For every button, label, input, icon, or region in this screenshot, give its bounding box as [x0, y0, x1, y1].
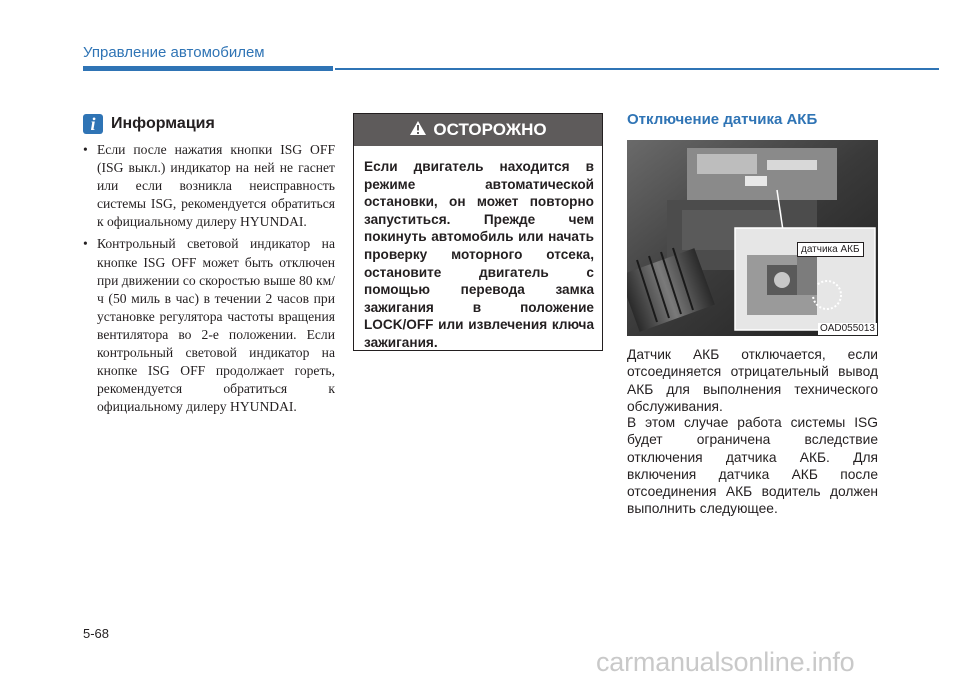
info-item-2: • Контрольный световой индикатор на кнопке ISG OFF может быть отключен при движении со скоростью выше 80 км/ч (50 миль в час) в течении 2 часов при установке регулятора частоты вращения вентилятора во 2-е положении. Если контрольный световой индикатор на кнопке ISG OFF продолжает гореть, рекомендуется обратиться к официальному дилеру HYUNDAI.: [79, 235, 335, 416]
paragraph-2: В этом случае работа системы ISG будет ограничена вследствие отключения датчика АКБ. Для включения датчика АКБ после отсоединения АКБ водитель должен выполнить следующее.: [627, 415, 878, 517]
info-title: Информация: [111, 115, 215, 132]
info-item-1: • Если после нажатия кнопки ISG OFF (ISG выкл.) индикатор на ней не гаснет или если возникла неисправность системы ISG, рекомендуется обратиться к официальному дилеру HYUNDAI.: [79, 141, 335, 231]
header-rule-thick: [83, 66, 333, 71]
info-heading: [83, 113, 215, 135]
section-title: Отключение датчика АКБ: [627, 111, 818, 128]
header-rule-thin: [335, 68, 939, 70]
info-icon: i: [83, 114, 103, 134]
warning-box: [353, 113, 603, 351]
image-callout-label: датчика АКБ: [797, 242, 864, 257]
paragraph-1: Датчик АКБ отключается, если отсоединяется отрицательный вывод АКБ для выполнения технического обслуживания.: [627, 347, 878, 414]
page-number: 5-68: [83, 626, 110, 641]
section-header-title: Управление автомобилем: [83, 44, 265, 61]
info-list: [79, 141, 335, 420]
warning-triangle-icon: [409, 120, 427, 141]
warning-body: Если двигатель находится в режиме автоматической остановки, он может повторно запуститься. Прежде чем покинуть автомобиль или начать проверку моторного отсека, остановите двигатель с помощью перевода замка зажигания в положение LOCK/OFF или извлечения ключа зажигания.: [364, 159, 594, 350]
image-code: OAD055013: [819, 323, 875, 334]
engine-bay-photo: [627, 140, 878, 336]
warning-title: ОСТОРОЖНО: [433, 120, 547, 139]
warning-header: [354, 114, 602, 146]
watermark[interactable]: carmanualsonline.info: [596, 647, 855, 677]
